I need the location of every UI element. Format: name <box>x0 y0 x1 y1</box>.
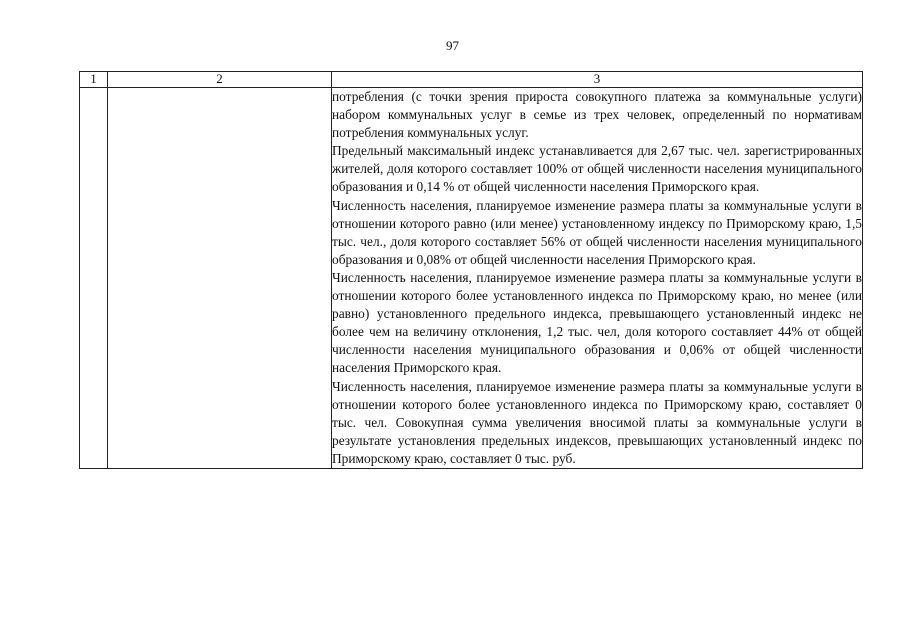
paragraph-max-index: Предельный максимальный индекс устанавливается для 2,67 тыс. чел. зарегистрированных жителей, доля которого составляет 100% от общей численности населения муниципального образования и 0,14 % от общей численности населения Приморского края. <box>332 143 862 195</box>
cell-col-1 <box>80 88 108 469</box>
table-row <box>80 88 863 469</box>
table-header-row <box>80 72 863 88</box>
document-table <box>79 71 863 469</box>
paragraph-population-over-limit: Численность населения, планируемое изменение размера платы за коммунальные услуги в отношении которого более установленного индекса по Приморскому краю, составляет 0 тыс. чел. Совокупная сумма увеличения вносимой платы за коммунальные услуги в результате установления предельных индексов, превышающих установленный индекс по Приморскому краю, составляет 0 тыс. руб. <box>332 378 862 466</box>
paragraph-consumption: потребления (с точки зрения прироста совокупного платежа за коммунальные услуги) набором коммунальных услуг в семье из трех человек, определенный по нормативам потребления коммунальных услуг. <box>332 89 862 141</box>
column-header-1: 1 <box>80 72 108 88</box>
column-header-3: 3 <box>332 72 863 88</box>
column-header-2: 2 <box>108 72 332 88</box>
cell-col-2 <box>108 88 332 469</box>
cell-col-3 <box>332 88 863 469</box>
page-number: 97 <box>446 38 459 53</box>
paragraph-population-above-index: Численность населения, планируемое изменение размера платы за коммунальные услуги в отношении которого более установленного индекса по Приморскому краю, но менее (или равно) установленного предельного индекса, превышающего установленный индекс не более чем на величину отклонения, 1,2 тыс. чел, доля которого составляет 44% от общей численности населения муниципального образования и 0,06% от общей численности населения Приморского края. <box>332 269 862 376</box>
paragraph-population-equal-index: Численность населения, планируемое изменение размера платы за коммунальные услуги в отношении которого равно (или менее) установленному индексу по Приморскому краю, 1,5 тыс. чел., доля которого составляет 56% от общей численности населения муниципального образования и 0,08% от общей численности населения Приморского края. <box>332 197 862 267</box>
